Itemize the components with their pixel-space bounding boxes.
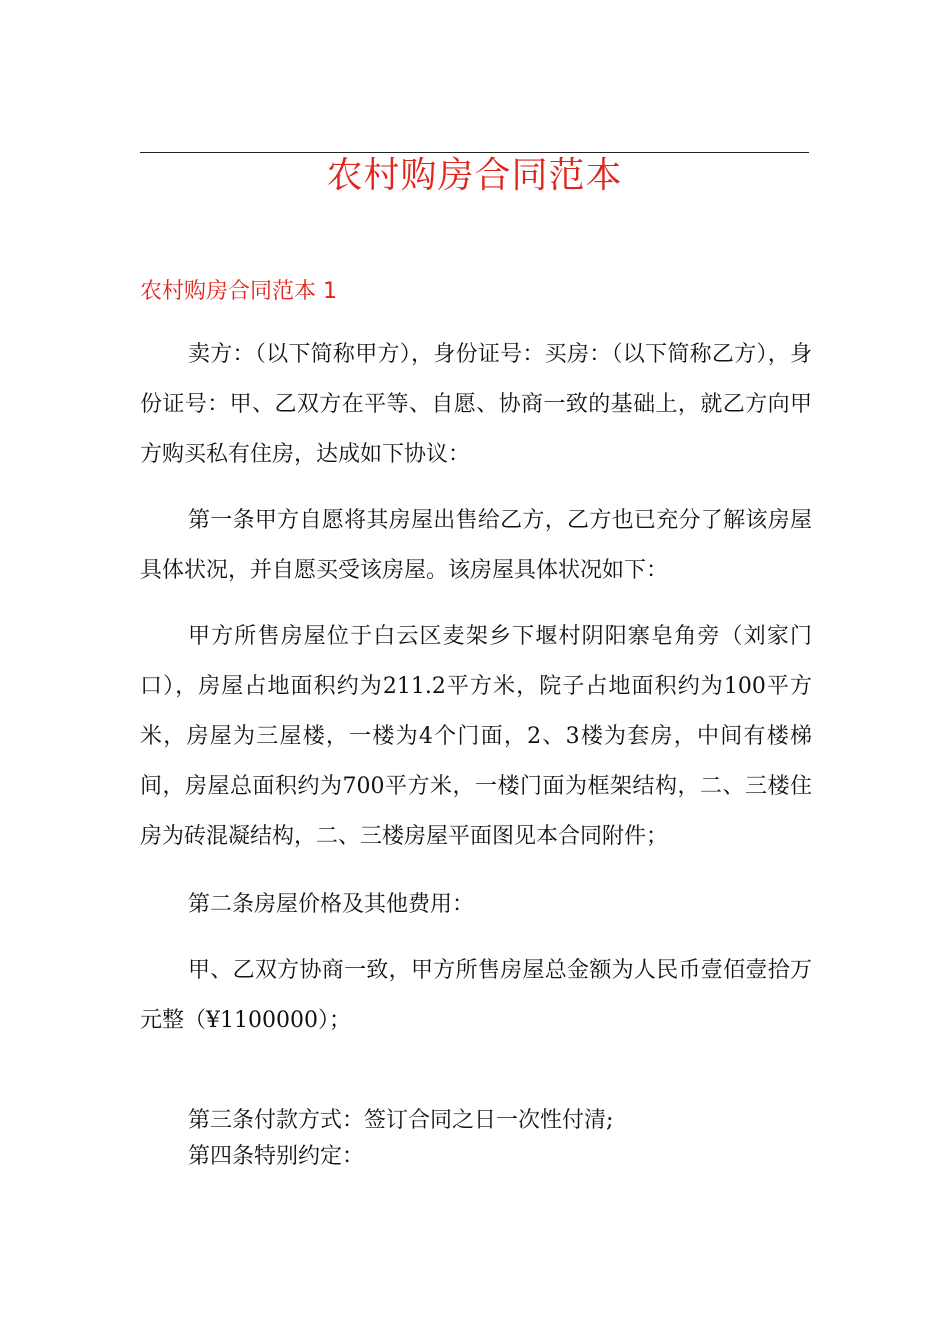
- paragraph-parties: 卖方：（以下简称甲方），身份证号：买房：（以下简称乙方），身份证号：甲、乙双方在平等、自愿、协商一致的基础上，就乙方向甲方购买私有住房，达成如下协议：: [140, 342, 812, 467]
- paragraph-price: 甲、乙双方协商一致，甲方所售房屋总金额为人民币壹佰壹拾万元整（¥1100000）；: [140, 958, 812, 1033]
- document-title: 农村购房合同范本: [326, 155, 623, 196]
- section-heading: 农村购房合同范本 1: [140, 279, 337, 304]
- paragraph-article-1: 第一条甲方自愿将其房屋出售给乙方，乙方也已充分了解该房屋具体状况，并自愿买受该房屋。该房屋具体状况如下：: [140, 508, 812, 583]
- paragraph-property-details: 甲方所售房屋位于白云区麦架乡下堰村阴阳寨皂角旁（刘家门口），房屋占地面积约为211.2平方米，院子占地面积约为100平方米，房屋为三屋楼，一楼为4个门面，2、3楼为套房，中间有楼梯间，房屋总面积约为700平方米，一楼门面为框架结构，二、三楼住房为砖混凝结构，二、三楼房屋平面图见本合同附件；: [140, 624, 812, 849]
- paragraph-article-3: 第三条付款方式：签订合同之日一次性付清;: [188, 1108, 614, 1133]
- paragraph-article-2: 第二条房屋价格及其他费用：: [188, 892, 475, 917]
- paragraph-article-4: 第四条特别约定：: [188, 1144, 365, 1169]
